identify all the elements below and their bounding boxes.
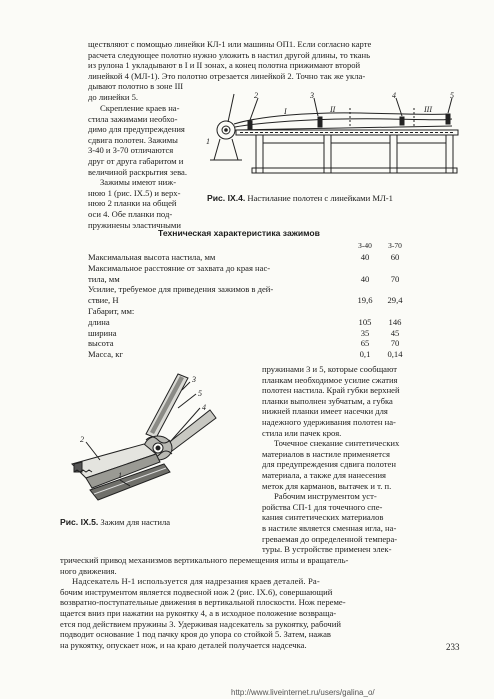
text-line: полотен настила. Край губки верхней — [262, 385, 400, 396]
figure-ix4-spreading-diagram — [200, 88, 470, 188]
text-line: ного движения. — [60, 565, 117, 576]
spec-row-label: тила, мм — [88, 273, 120, 284]
text-line: планкам необходимое усилие сжатия — [262, 374, 398, 385]
spec-value-z70: 29,4 — [387, 295, 403, 306]
figure4-label: III — [424, 105, 432, 114]
table-row — [88, 274, 410, 285]
spec-row-label: Усилие, требуемое для приведения зажимов в дей- — [88, 284, 274, 295]
text-line: для предупреждения сдвига полотен — [262, 459, 396, 470]
text-line: Рабочим инструментом уст- — [274, 491, 377, 502]
text-line: материала, а также для нанесения — [262, 469, 387, 480]
table-row — [88, 338, 410, 349]
watermark-url: http://www.liveinternet.ru/users/galina_o/ — [231, 688, 375, 697]
left-paragraph — [88, 103, 187, 230]
text-line: нижней планки имеет насечки для — [262, 406, 388, 417]
table-row — [88, 349, 410, 360]
text-line: планки выполнен зубчатым, а губка — [262, 395, 393, 406]
figure5-label: 5 — [198, 389, 202, 398]
spec-table-title: Техническая характеристика зажимов — [158, 228, 320, 238]
table-row — [88, 328, 410, 339]
text-line: Скрепление краев на- — [100, 103, 180, 113]
figure4-label: II — [330, 105, 336, 114]
text-line: ществляют с помощью линейки КЛ-1 или машины ОП1. Если согласно карте — [88, 39, 372, 49]
figure5-label: 4 — [202, 403, 206, 412]
spec-value-z40: 105 — [358, 316, 372, 327]
text-line: стила зажимами необхо- — [88, 113, 178, 124]
figure5-label: 2 — [80, 435, 84, 444]
text-line: до линейки 5. — [88, 91, 139, 102]
spec-table-header — [88, 241, 410, 252]
text-line: трический привод механизмов вертикального перемещения иглы и вращатель- — [60, 555, 349, 565]
spec-value-z70: 70 — [390, 338, 400, 349]
figure4-label: 2 — [254, 91, 258, 100]
text-line: пружинами 3 и 5, которые сообщают — [262, 364, 398, 374]
spec-value-z40: 35 — [360, 327, 370, 338]
table-row — [88, 306, 410, 317]
text-line: Надсекатель Н-1 используется для надрезания краев деталей. Ра- — [72, 576, 320, 587]
spec-column-header: З-40 — [358, 241, 372, 250]
page-number: 233 — [446, 642, 460, 652]
table-row — [88, 317, 410, 328]
spec-value-z40: 40 — [360, 273, 370, 284]
figure4-label: 4 — [392, 91, 396, 100]
figure-ix5-clamp-illustration — [60, 368, 260, 508]
spec-row-label: Габарит, мм: — [88, 305, 135, 316]
text-line: Зажимы имеют ниж- — [100, 177, 177, 188]
spec-value-z40: 0,1 — [359, 349, 371, 360]
text-line: подводит основание 1 под пачку кроя до упора со стойкой 5. Затем, нажав — [60, 629, 331, 640]
spec-value-z70: 0,14 — [387, 349, 403, 360]
figure5-caption — [60, 517, 170, 528]
figure4-label: 1 — [206, 137, 210, 146]
text-line: нюю 2 планки на общей — [88, 198, 177, 209]
spec-row-label: высота — [88, 338, 114, 349]
spec-table — [88, 241, 410, 360]
text-line: пружинены эластичными — [88, 219, 181, 230]
text-line: бочим инструментом является подвесной нож 2 (рис. IX.6), совершающий — [60, 586, 333, 597]
figure5-label: 1 — [118, 471, 122, 480]
text-line: материалов в настиле применяется — [262, 448, 390, 459]
text-line: в настиле является сменная игла, на- — [262, 522, 397, 533]
text-line: надежного удерживания полотен на- — [262, 416, 396, 427]
table-row — [88, 284, 410, 295]
text-line: возвратно-поступательные движения в вертикальной плоскости. Нож переме- — [60, 597, 346, 608]
text-line: расчета следующее полотно нужно уложить в настил другой длины, то ткань — [88, 49, 371, 60]
spec-row-label: Максимальное расстояние от захвата до края нас- — [88, 262, 271, 273]
text-line: туры. В устройстве применен элек- — [262, 544, 392, 555]
spec-row-label: ширина — [88, 327, 117, 338]
spec-value-z40: 19,6 — [357, 295, 373, 306]
figure4-label: I — [284, 107, 287, 116]
spec-row-label: Максимальная высота настила, мм — [88, 252, 216, 262]
figure5-caption-label: Рис. IX.5. — [60, 517, 99, 527]
spec-value-z70: 45 — [390, 327, 400, 338]
text-line: дывают полотно в зоне III — [88, 81, 184, 92]
text-line: линейкой 4 (МЛ-1). Это полотно отрезается линейкой 2. Точно так же укла- — [88, 70, 366, 81]
spec-row-label: ствие, Н — [88, 295, 119, 306]
spec-value-z70: 146 — [388, 316, 402, 327]
spec-value-z40: 65 — [360, 338, 370, 349]
spec-value-z70: 70 — [390, 273, 400, 284]
figure4-caption — [207, 193, 475, 204]
text-line: щается вниз при нажатии на рукоятку 4, а в исходное положение возвраща- — [60, 607, 337, 618]
text-line: сдвига полотен. Зажимы — [88, 134, 178, 145]
figure4-label: 3 — [310, 91, 314, 100]
text-line: величиной раскрытия зева. — [88, 166, 188, 177]
figure4-label: 5 — [450, 91, 454, 100]
figure5-label: 3 — [192, 375, 196, 384]
text-line: нюю 1 (рис. IX.5) и верх- — [88, 187, 181, 198]
spec-value-z70: 60 — [390, 252, 400, 262]
table-row — [88, 252, 410, 263]
figure5-caption-text: Зажим для настила — [100, 517, 171, 527]
text-line: кания синтетических материалов — [262, 512, 384, 523]
text-line: ройства СП-1 для точечного спе- — [262, 501, 383, 512]
text-line: З-40 и З-70 отличаются — [88, 145, 174, 156]
spec-row-label: длина — [88, 316, 110, 327]
figure4-caption-label: Рис. IX.4. — [207, 193, 246, 203]
text-line: друг от друга габаритом и — [88, 155, 184, 166]
figure4-caption-text: Настилание полотен с линейками МЛ-1 — [247, 193, 393, 203]
text-line: на рукоятку, опускает нож, и на краю деталей получается надсечка. — [60, 639, 307, 650]
text-line: из рулона 1 укладывают в I и II зонах, а конец полотна прижимают второй — [88, 60, 361, 71]
text-line: ется под действием пружины 3. Удерживая надсекатель за рукоятку, рабочий — [60, 618, 341, 629]
text-line: стила или пачек кроя. — [262, 427, 342, 438]
text-line: оси 4. Обе планки под- — [88, 208, 173, 219]
text-line: Точечное снекание синтетических — [274, 438, 400, 449]
spec-value-z40: 40 — [360, 252, 370, 262]
text-line: греваемая до определенной темпера- — [262, 533, 398, 544]
spec-column-header: З-70 — [388, 241, 402, 250]
text-line: меток для карманов, вытачек и т. п. — [262, 480, 392, 491]
right-paragraph — [262, 364, 400, 555]
text-line: димо для предупреждения — [88, 124, 185, 135]
bottom-paragraph — [60, 555, 348, 650]
spec-row-label: Масса, кг — [88, 349, 124, 360]
table-row — [88, 263, 410, 274]
table-row — [88, 295, 410, 306]
